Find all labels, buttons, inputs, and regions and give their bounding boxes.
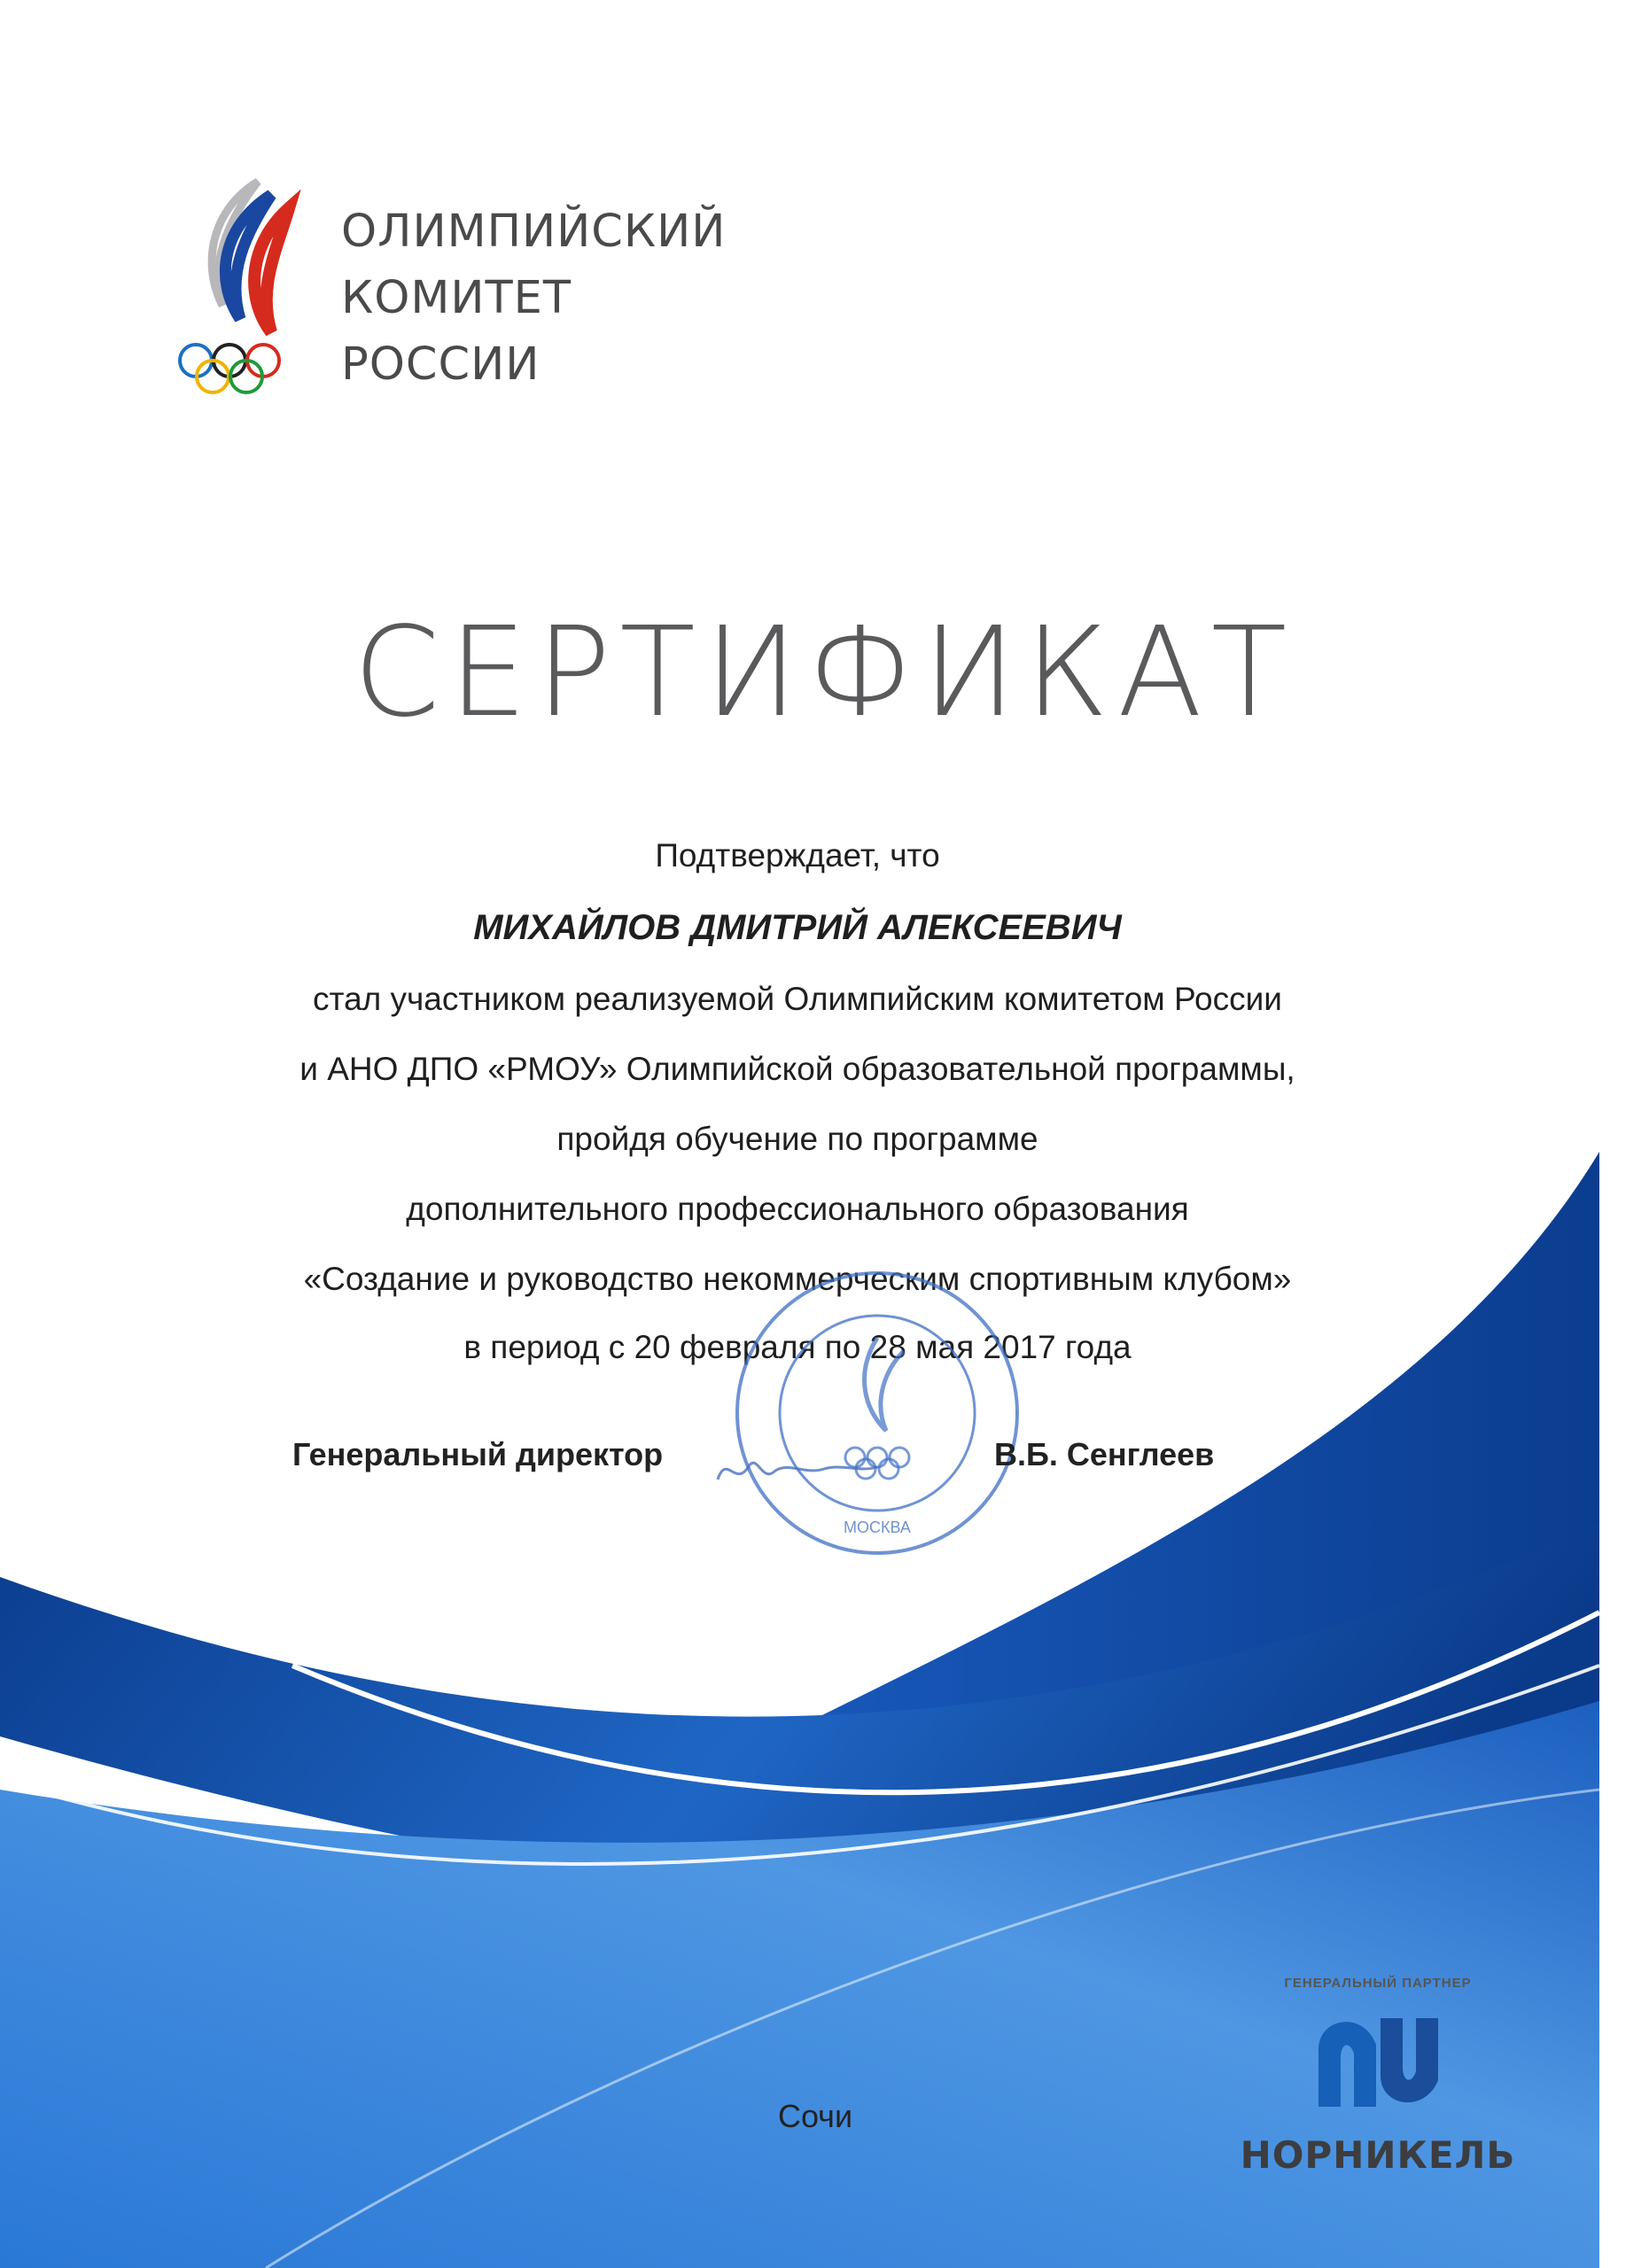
study-period: в период с 20 февраля по 28 мая 2017 года [463, 1329, 1132, 1365]
body-line-3: пройдя обучение по программе [556, 1121, 1038, 1157]
signature-icon [709, 1435, 886, 1506]
official-stamp [731, 1267, 1023, 1559]
signatory-name: В.Б. Сенглеев [994, 1436, 1215, 1472]
body-line-4: дополнительного профессионального образования [406, 1191, 1189, 1227]
signatory-position: Генеральный директор [292, 1436, 664, 1472]
partner-name: НОРНИКЕЛЬ [1240, 2133, 1516, 2177]
program-name: «Создание и руководство некоммерческим спортивным клубом» [303, 1261, 1292, 1297]
nornickel-logo-icon [1310, 2009, 1447, 2116]
body-line-1: стал участником реализуемой Олимпийским комитетом России [313, 981, 1282, 1017]
recipient-name: МИХАЙЛОВ ДМИТРИЙ АЛЕКСЕЕВИЧ [473, 908, 1122, 947]
confirms-text: Подтверждает, что [655, 837, 940, 874]
certificate-title: СЕРТИФИКАТ [353, 601, 1296, 745]
organization-name-line-3: РОССИИ [341, 338, 541, 391]
organization-name-line-1: ОЛИМПИЙСКИЙ [341, 206, 727, 258]
organization-name-line-2: КОМИТЕТ [341, 272, 572, 324]
stamp-city: МОСКВА [844, 1518, 911, 1536]
olympic-committee-logo-icon [174, 173, 324, 403]
city: Сочи [777, 2098, 853, 2134]
partner-label: ГЕНЕРАЛЬНЫЙ ПАРТНЕР [1284, 1976, 1472, 1991]
body-line-2: и АНО ДПО «РМОУ» Олимпийской образовательной программы, [299, 1051, 1295, 1087]
organization-name [341, 198, 726, 398]
